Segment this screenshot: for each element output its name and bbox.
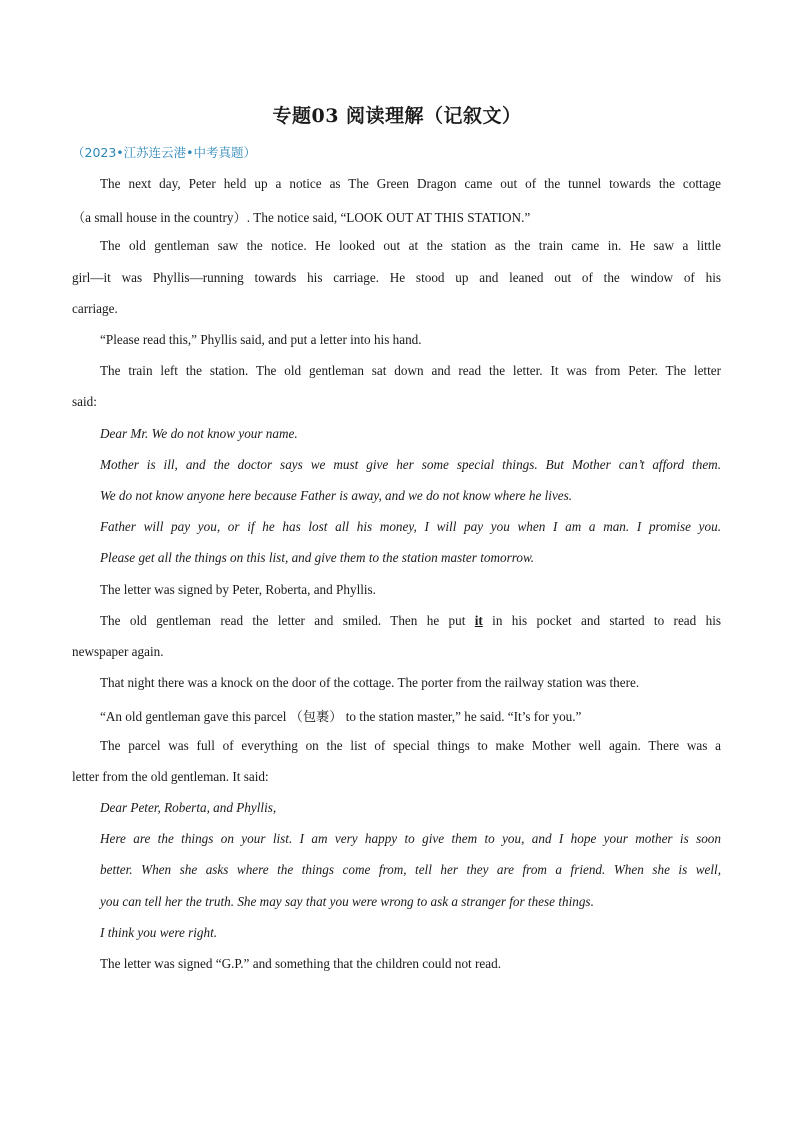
paragraph-line: （a small house in the country）. The notice said, “LOOK OUT AT THIS STATION.” [72, 210, 531, 225]
paragraph-line: carriage. [72, 301, 118, 316]
paragraph-line: said: [72, 394, 97, 409]
underlined-word: it [474, 613, 483, 628]
paragraph-line: “An old gentleman gave this parcel （包裹） to the station master,” he said. “It’s for you.” [100, 709, 582, 724]
letter-line: you can tell her the truth. She may say that you were wrong to ask a stranger for these things. [100, 894, 594, 909]
letter-line: Dear Mr. We do not know your name. [100, 426, 298, 441]
paragraph-line: That night there was a knock on the door of the cottage. The porter from the railway station was there. [100, 675, 640, 690]
letter-line: Here are the things on your list. I am very happy to give them to you, and I hope your mother is soon [100, 831, 721, 846]
text-span: The old gentleman read the letter and smiled. Then he put [100, 613, 475, 628]
page-title: 专题03 阅读理解（记叙文） [272, 105, 522, 127]
letter-line: better. When she asks where the things come from, tell her they are from a friend. When she is well, [100, 862, 721, 877]
paragraph-line: The train left the station. The old gentleman sat down and read the letter. It was from Peter. The letter [100, 363, 721, 378]
paragraph-line: The old gentleman saw the notice. He looked out at the station as the train came in. He saw a little [100, 238, 721, 253]
paragraph-line: newspaper again. [72, 644, 164, 659]
letter-line: We do not know anyone here because Father is away, and we do not know where he lives. [100, 488, 573, 503]
paragraph-line: “Please read this,” Phyllis said, and put a letter into his hand. [100, 332, 422, 347]
paragraph-line: letter from the old gentleman. It said: [72, 769, 269, 784]
letter-line: Mother is ill, and the doctor says we must give her some special things. But Mother can’t afford them. [100, 457, 721, 472]
paragraph-line [100, 613, 721, 629]
letter-line: Dear Peter, Roberta, and Phyllis, [100, 800, 277, 815]
text-span: in his pocket and started to read his [482, 613, 721, 628]
letter-line: I think you were right. [100, 925, 218, 940]
paragraph-line: The next day, Peter held up a notice as The Green Dragon came out of the tunnel towards the cottage [100, 176, 721, 191]
source-label: （2023•江苏连云港•中考真题） [72, 145, 257, 160]
paragraph-line: The letter was signed by Peter, Roberta, and Phyllis. [100, 582, 376, 597]
paragraph-line: The letter was signed “G.P.” and something that the children could not read. [100, 956, 502, 971]
letter-line: Father will pay you, or if he has lost all his money, I will pay you when I am a man. I promise you. [100, 519, 721, 534]
letter-line: Please get all the things on this list, and give them to the station master tomorrow. [100, 550, 535, 565]
paragraph-line: The parcel was full of everything on the list of special things to make Mother well again. There was a [100, 738, 721, 753]
paragraph-line: girl—it was Phyllis—running towards his carriage. He stood up and leaned out of the window of his [72, 270, 721, 285]
